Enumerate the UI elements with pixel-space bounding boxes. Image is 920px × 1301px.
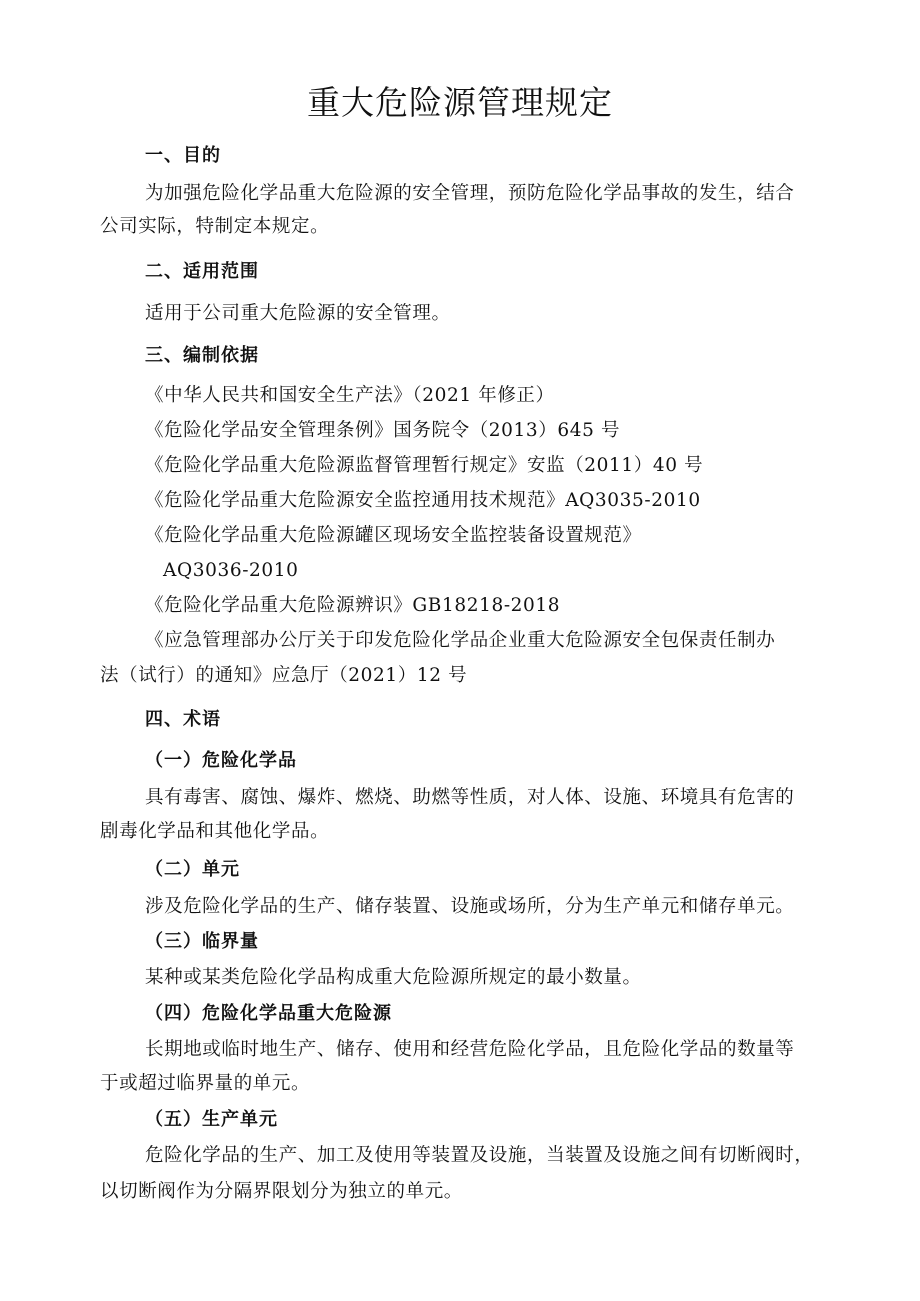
term-heading: （三）临界量 bbox=[145, 931, 259, 952]
section-heading-scope: 二、适用范围 bbox=[145, 261, 259, 282]
reference-line: 《危险化学品重大危险源辨识》GB18218-2018 bbox=[145, 595, 561, 616]
reference-line: 《危险化学品重大危险源监督管理暂行规定》安监（2011）40 号 bbox=[145, 455, 704, 476]
reference-line: 《危险化学品安全管理条例》国务院令（2013）645 号 bbox=[145, 420, 621, 441]
paragraph-line: 为加强危险化学品重大危险源的安全管理，预防危险化学品事故的发生，结合 bbox=[145, 183, 795, 204]
term-heading: （四）危险化学品重大危险源 bbox=[145, 1003, 392, 1024]
section-heading-basis: 三、编制依据 bbox=[145, 345, 259, 366]
paragraph-line: 适用于公司重大危险源的安全管理。 bbox=[145, 303, 451, 324]
term-definition-line: 于或超过临界量的单元。 bbox=[100, 1073, 311, 1094]
term-definition-line: 具有毒害、腐蚀、爆炸、燃烧、助燃等性质，对人体、设施、环境具有危害的 bbox=[145, 787, 795, 808]
reference-line: 《中华人民共和国安全生产法》（2021 年修正） bbox=[145, 385, 555, 406]
term-definition-line: 危险化学品的生产、加工及使用等装置及设施，当装置及设施之间有切断阀时， bbox=[145, 1145, 814, 1166]
reference-line: 法（试行）的通知》应急厅（2021）12 号 bbox=[100, 665, 468, 686]
document-title: 重大危险源管理规定 bbox=[307, 83, 613, 122]
term-definition-line: 某种或某类危险化学品构成重大危险源所规定的最小数量。 bbox=[145, 967, 642, 988]
paragraph-line: 公司实际，特制定本规定。 bbox=[100, 216, 330, 237]
reference-line: AQ3036-2010 bbox=[163, 560, 299, 581]
section-heading-purpose: 一、目的 bbox=[145, 145, 221, 166]
reference-line: 《危险化学品重大危险源安全监控通用技术规范》AQ3035-2010 bbox=[145, 490, 701, 511]
section-heading-terms: 四、术语 bbox=[145, 709, 221, 730]
reference-line: 《危险化学品重大危险源罐区现场安全监控装备设置规范》 bbox=[145, 525, 642, 546]
term-heading: （二）单元 bbox=[145, 859, 240, 880]
reference-line: 《应急管理部办公厅关于印发危险化学品企业重大危险源安全包保责任制办 bbox=[145, 630, 776, 651]
term-definition-line: 长期地或临时地生产、储存、使用和经营危险化学品，且危险化学品的数量等 bbox=[145, 1039, 795, 1060]
term-definition-line: 剧毒化学品和其他化学品。 bbox=[100, 821, 330, 842]
term-heading: （五）生产单元 bbox=[145, 1109, 278, 1130]
term-definition-line: 以切断阀作为分隔界限划分为独立的单元。 bbox=[100, 1181, 463, 1202]
term-definition-line: 涉及危险化学品的生产、储存装置、设施或场所，分为生产单元和储存单元。 bbox=[145, 896, 795, 917]
term-heading: （一）危险化学品 bbox=[145, 750, 297, 771]
